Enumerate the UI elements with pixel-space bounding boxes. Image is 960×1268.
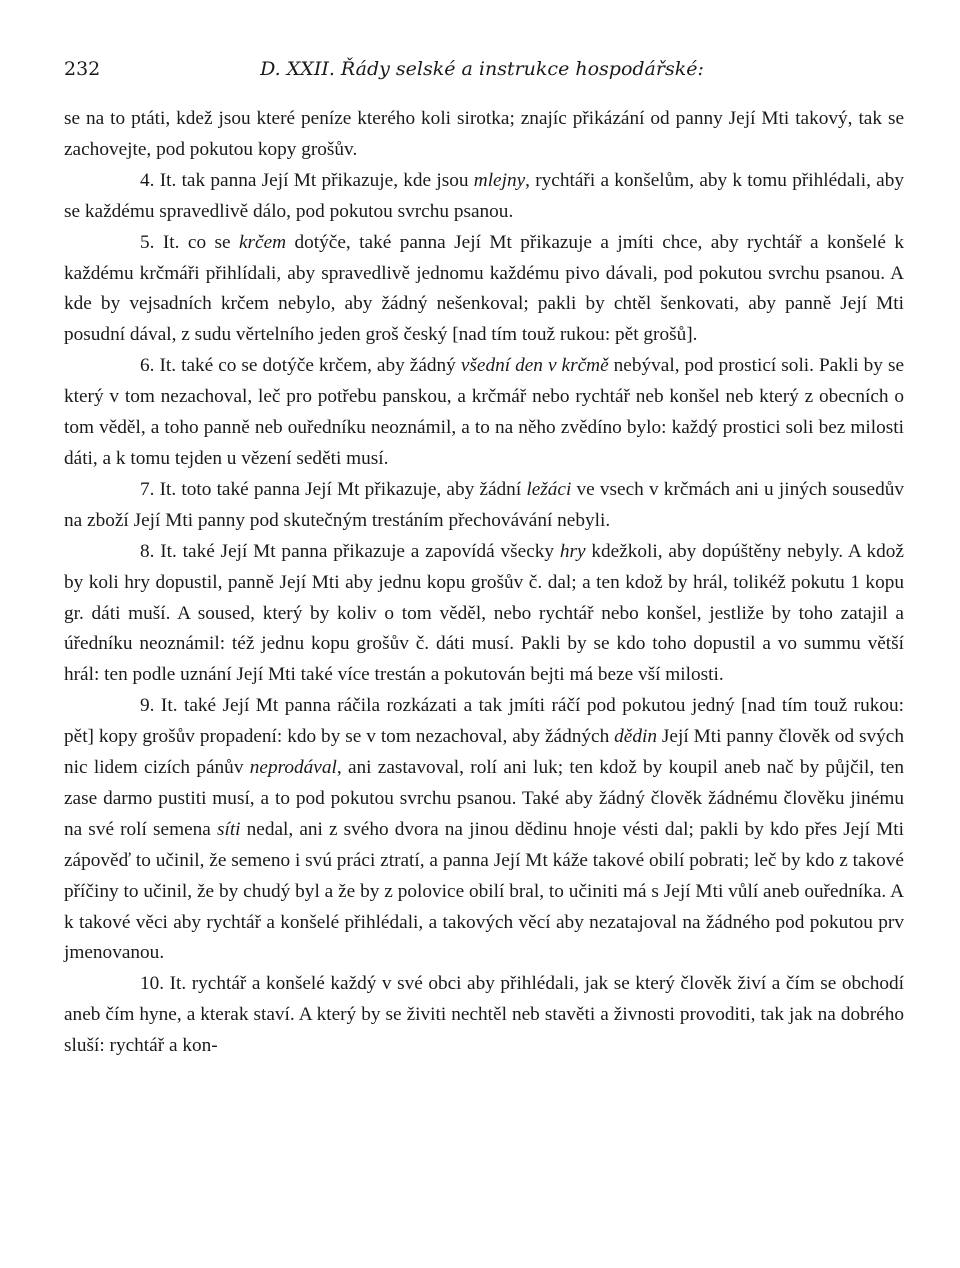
italic-term: hry <box>559 540 586 562</box>
text-run: nedal, ani z svého dvora na jinou dědinu hnoje vésti dal; pakli by kdo přes Její Mti zápověď to učinil, že semeno i svú práci ztratí, a panna Její Mt káže takové obilí pobrati; leč by kdo z takové příčiny to učinil, že by chudý byl a že by z polovice obilí bral, to učiniti má s Její Mti vůlí aneb ouředníka. A k takové věci aby rychtář a konšelé přihlédali, a takových věcí aby nezatajoval na žádného pod pokutou prv jmenovanou. <box>64 818 904 964</box>
paragraph <box>64 351 904 475</box>
page-number: 232 <box>64 58 101 80</box>
paragraph <box>64 475 904 537</box>
paragraph <box>64 691 904 969</box>
text-run: nebýval, pod prosticí soli. Pakli by se který v tom nezachoval, leč pro potřebu panskou, a krčmář nebo rychtář neb konšel neb který z obecních o tom věděl, a toho panně neb ouředníku neoznámil, a to na něho zvědíno bylo: každý prostici soli bez milosti dáti, a k tomu tejden u vězení seděti musí. <box>64 355 905 469</box>
italic-term: mlejny <box>473 169 526 191</box>
italic-term: neprodával <box>249 757 337 779</box>
paragraph <box>64 166 904 228</box>
text-run: 6. It. také co se dotýče krčem, aby žádný <box>140 355 461 377</box>
text-run: 8. It. také Její Mt panna přikazuje a zapovídá všecky <box>140 540 560 562</box>
italic-term: všední den v krčmě <box>460 355 609 377</box>
text-run: 7. It. toto také panna Její Mt přikazuje, aby žádní <box>140 478 527 500</box>
italic-term: krčem <box>239 231 287 253</box>
text-run: ve vsech v krčmách ani u jiných sousedův na zboží Její Mti panny pod skutečným trestáním přechovávání nebyli. <box>64 478 904 531</box>
paragraph <box>64 969 904 1062</box>
italic-term: síti <box>216 818 241 840</box>
text-run: dotýče, také panna Její Mt přikazuje a jmíti chce, aby rychtář a konšelé k každému krčmáři přihlídali, aby spravedlivě jednomu každému pivo dávali, pod pokutou svrchu psanou. A kde by vejsadních krčem nebylo, aby žádný nešenkoval; pakli by chtěl šenkovati, aby panně Její Mti posudní dával, z sudu věrtelního jeden groš český [nad tím touž rukou: pět grošů]. <box>64 231 904 346</box>
paragraph <box>64 104 904 166</box>
page-header <box>64 54 900 84</box>
text-run: 10. It. rychtář a konšelé každý v své obci aby přihlédali, jak se který člověk živí a čím se obchodí aneb čím hyne, a kterak staví. A který by se živiti nechtěl neb stavěti a živnosti provoditi, tak jak na dobrého sluší: rychtář a kon- <box>64 973 904 1057</box>
text-run: , rychtáři a konšelům, aby k tomu přihlédali, aby se každému spravedlivě dálo, pod pokutou svrchu psanou. <box>64 169 905 222</box>
paragraph <box>64 228 904 352</box>
paragraph <box>64 537 904 692</box>
text-run: 5. It. co se <box>140 231 239 253</box>
text-run: Její Mti panny člověk od svých nic lidem cizích pánův <box>64 726 904 779</box>
italic-term: ležáci <box>526 478 572 500</box>
italic-term: dědin <box>614 726 657 748</box>
text-run: kdežkoli, aby dopúštěny nebyly. A kdož by koli hry dopustil, panně Její Mti aby jednu kopu grošův č. dal; a ten kdož by hrál, tolikéž pokutu 1 kopu gr. dáti muší. A soused, který by koliv o tom věděl, nebo rychtář nebo konšel, jestliže by toho zatajil a úředníku neoznámil: též jednu kopu grošův č. dáti musí. Pakli by se kdo toho dopustil a vo summu větší hrál: ten podle uznání Její Mti také více trestán a pokutován bejti má beze vší milosti. <box>64 540 904 686</box>
text-run: 4. It. tak panna Její Mt přikazuje, kde jsou <box>140 169 474 191</box>
text-run: , ani zastavoval, rolí ani luk; ten kdož by koupil aneb nač by půjčil, ten zase darmo pustiti musí, a to pod pokutou svrchu psanou. Také aby žádný člověk žádnému člověku jinému na své rolí semena <box>64 757 904 840</box>
text-run: 9. It. také Její Mt panna ráčila rozkázati a tak jmíti ráčí pod pokutou jedný [nad tím touž rukou: pět] kopy grošův propadení: kdo by se v tom nezachoval, aby žádných <box>64 695 904 748</box>
running-title: D. XXII. Řády selské a instrukce hospodářské: <box>260 58 704 80</box>
text-run: se na to ptáti, kdež jsou které peníze kterého koli sirotka; znajíc přikázání od panny Její Mti takový, tak se zachovejte, pod pokutou kopy grošův. <box>64 108 904 160</box>
body-text <box>64 104 904 1062</box>
